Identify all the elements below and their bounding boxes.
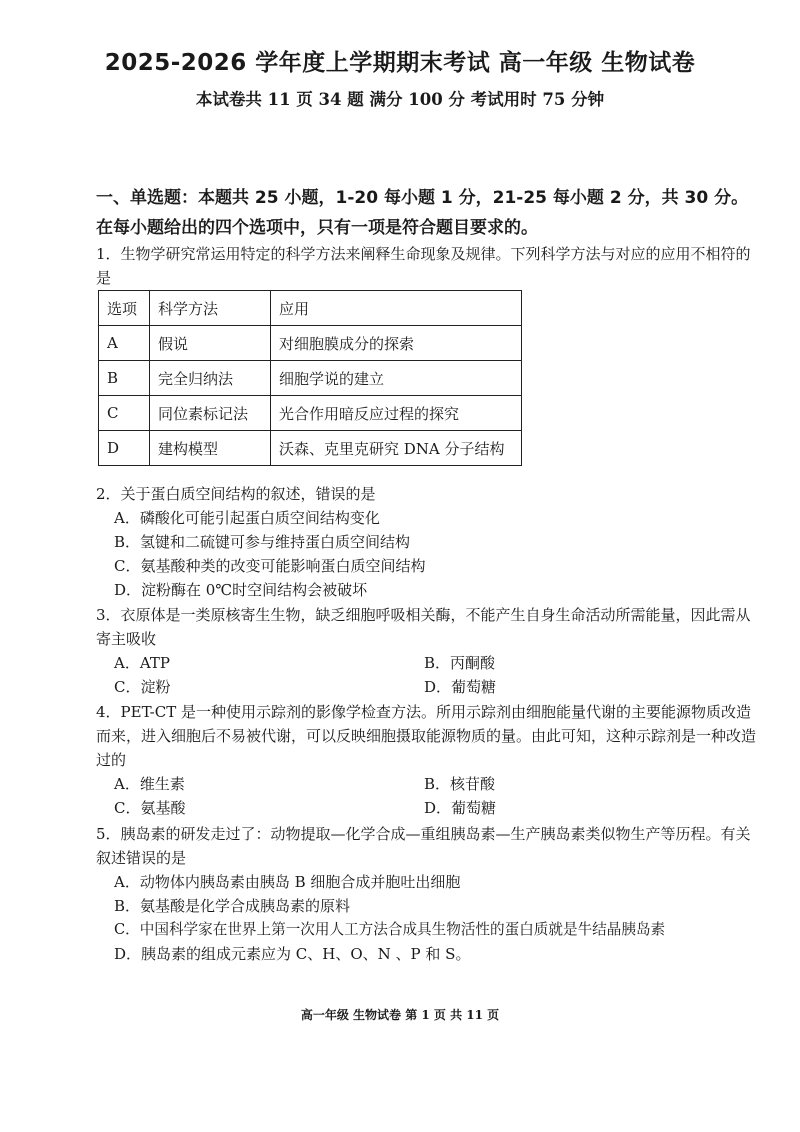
table-row: [99, 431, 522, 466]
table-cell: D: [99, 431, 150, 466]
exam-title: 2025-2026 学年度上学期期末考试 高一年级 生物试卷: [104, 50, 696, 76]
exam-subtitle: 本试卷共 11 页 34 题 满分 100 分 考试用时 75 分钟: [195, 90, 605, 109]
page-footer: 高一年级 生物试卷 第 1 页 共 11 页: [300, 1008, 500, 1022]
question-3-stem: 3．衣原体是一类原核寄生生物，缺乏细胞呼吸相关酶，不能产生自身生命活动所需能量，因此需从寄主吸收: [96, 606, 751, 648]
table-cell: B: [99, 361, 150, 396]
table-cell: C: [99, 396, 150, 431]
question-4-option-b: B．核苷酸: [424, 775, 496, 793]
question-3-option-c: C．淀粉: [114, 678, 171, 696]
table-cell: 假说: [150, 326, 271, 361]
question-3-option-d: D．葡萄糖: [424, 678, 497, 696]
question-1-stem: 1．生物学研究常运用特定的科学方法来阐释生命现象及规律。下列科学方法与对应的应用不相符的是: [96, 245, 751, 287]
section-heading: 一、单选题：本题共 25 小题，1-20 每小题 1 分，21-25 每小题 2 分，共 30 分。在每小题给出的四个选项中，只有一项是符合题目要求的。: [96, 188, 749, 238]
question-5-option-b: B．氨基酸是化学合成胰岛素的原料: [114, 897, 351, 915]
question-4-option-c: C．氨基酸: [114, 799, 186, 817]
question-5-option-a: A．动物体内胰岛素由胰岛 B 细胞合成并胞吐出细胞: [114, 873, 461, 891]
table-cell: 细胞学说的建立: [271, 361, 522, 396]
table-header-row: [99, 291, 522, 326]
question-4-option-d: D．葡萄糖: [424, 799, 497, 817]
question-3-option-a: A．ATP: [114, 654, 170, 672]
table-cell: 光合作用暗反应过程的探究: [271, 396, 522, 431]
question-4-option-a: A．维生素: [114, 775, 185, 793]
question-2-option-a: A．磷酸化可能引起蛋白质空间结构变化: [114, 509, 380, 527]
table-cell: 沃森、克里克研究 DNA 分子结构: [271, 431, 522, 466]
question-2-option-d: D．淀粉酶在 0℃时空间结构会被破坏: [114, 581, 368, 599]
question-1-table: [98, 290, 522, 466]
table-header-cell: 应用: [271, 291, 522, 326]
table-cell: 完全归纳法: [150, 361, 271, 396]
table-cell: 建构模型: [150, 431, 271, 466]
question-2-option-b: B．氢键和二硫键可参与维持蛋白质空间结构: [114, 533, 411, 551]
table-header-cell: 选项: [99, 291, 150, 326]
table-cell: 对细胞膜成分的探索: [271, 326, 522, 361]
question-2-stem: 2．关于蛋白质空间结构的叙述，错误的是: [96, 485, 376, 503]
question-4-stem: 4．PET-CT 是一种使用示踪剂的影像学检查方法。所用示踪剂由细胞能量代谢的主要能源物质改造而来，进入细胞后不易被代谢，可以反映细胞摄取能源物质的量。由此可知，这种示踪剂是一种改造过的: [96, 703, 757, 769]
question-2-option-c: C．氨基酸种类的改变可能影响蛋白质空间结构: [114, 557, 426, 575]
question-3-option-b: B．丙酮酸: [424, 654, 496, 672]
question-5-option-c: C．中国科学家在世界上第一次用人工方法合成具生物活性的蛋白质就是牛结晶胰岛素: [114, 921, 666, 938]
table-row: [99, 396, 522, 431]
table-cell: 同位素标记法: [150, 396, 271, 431]
table-row: [99, 361, 522, 396]
table-row: [99, 326, 522, 361]
question-5-option-d: D．胰岛素的组成元素应为 C、H、O、N 、P 和 S。: [114, 945, 471, 963]
question-5-stem: 5．胰岛素的研发走过了：动物提取—化学合成—重组胰岛素—生产胰岛素类似物生产等历程。有关叙述错误的是: [96, 825, 751, 867]
table-cell: A: [99, 326, 150, 361]
table-header-cell: 科学方法: [150, 291, 271, 326]
